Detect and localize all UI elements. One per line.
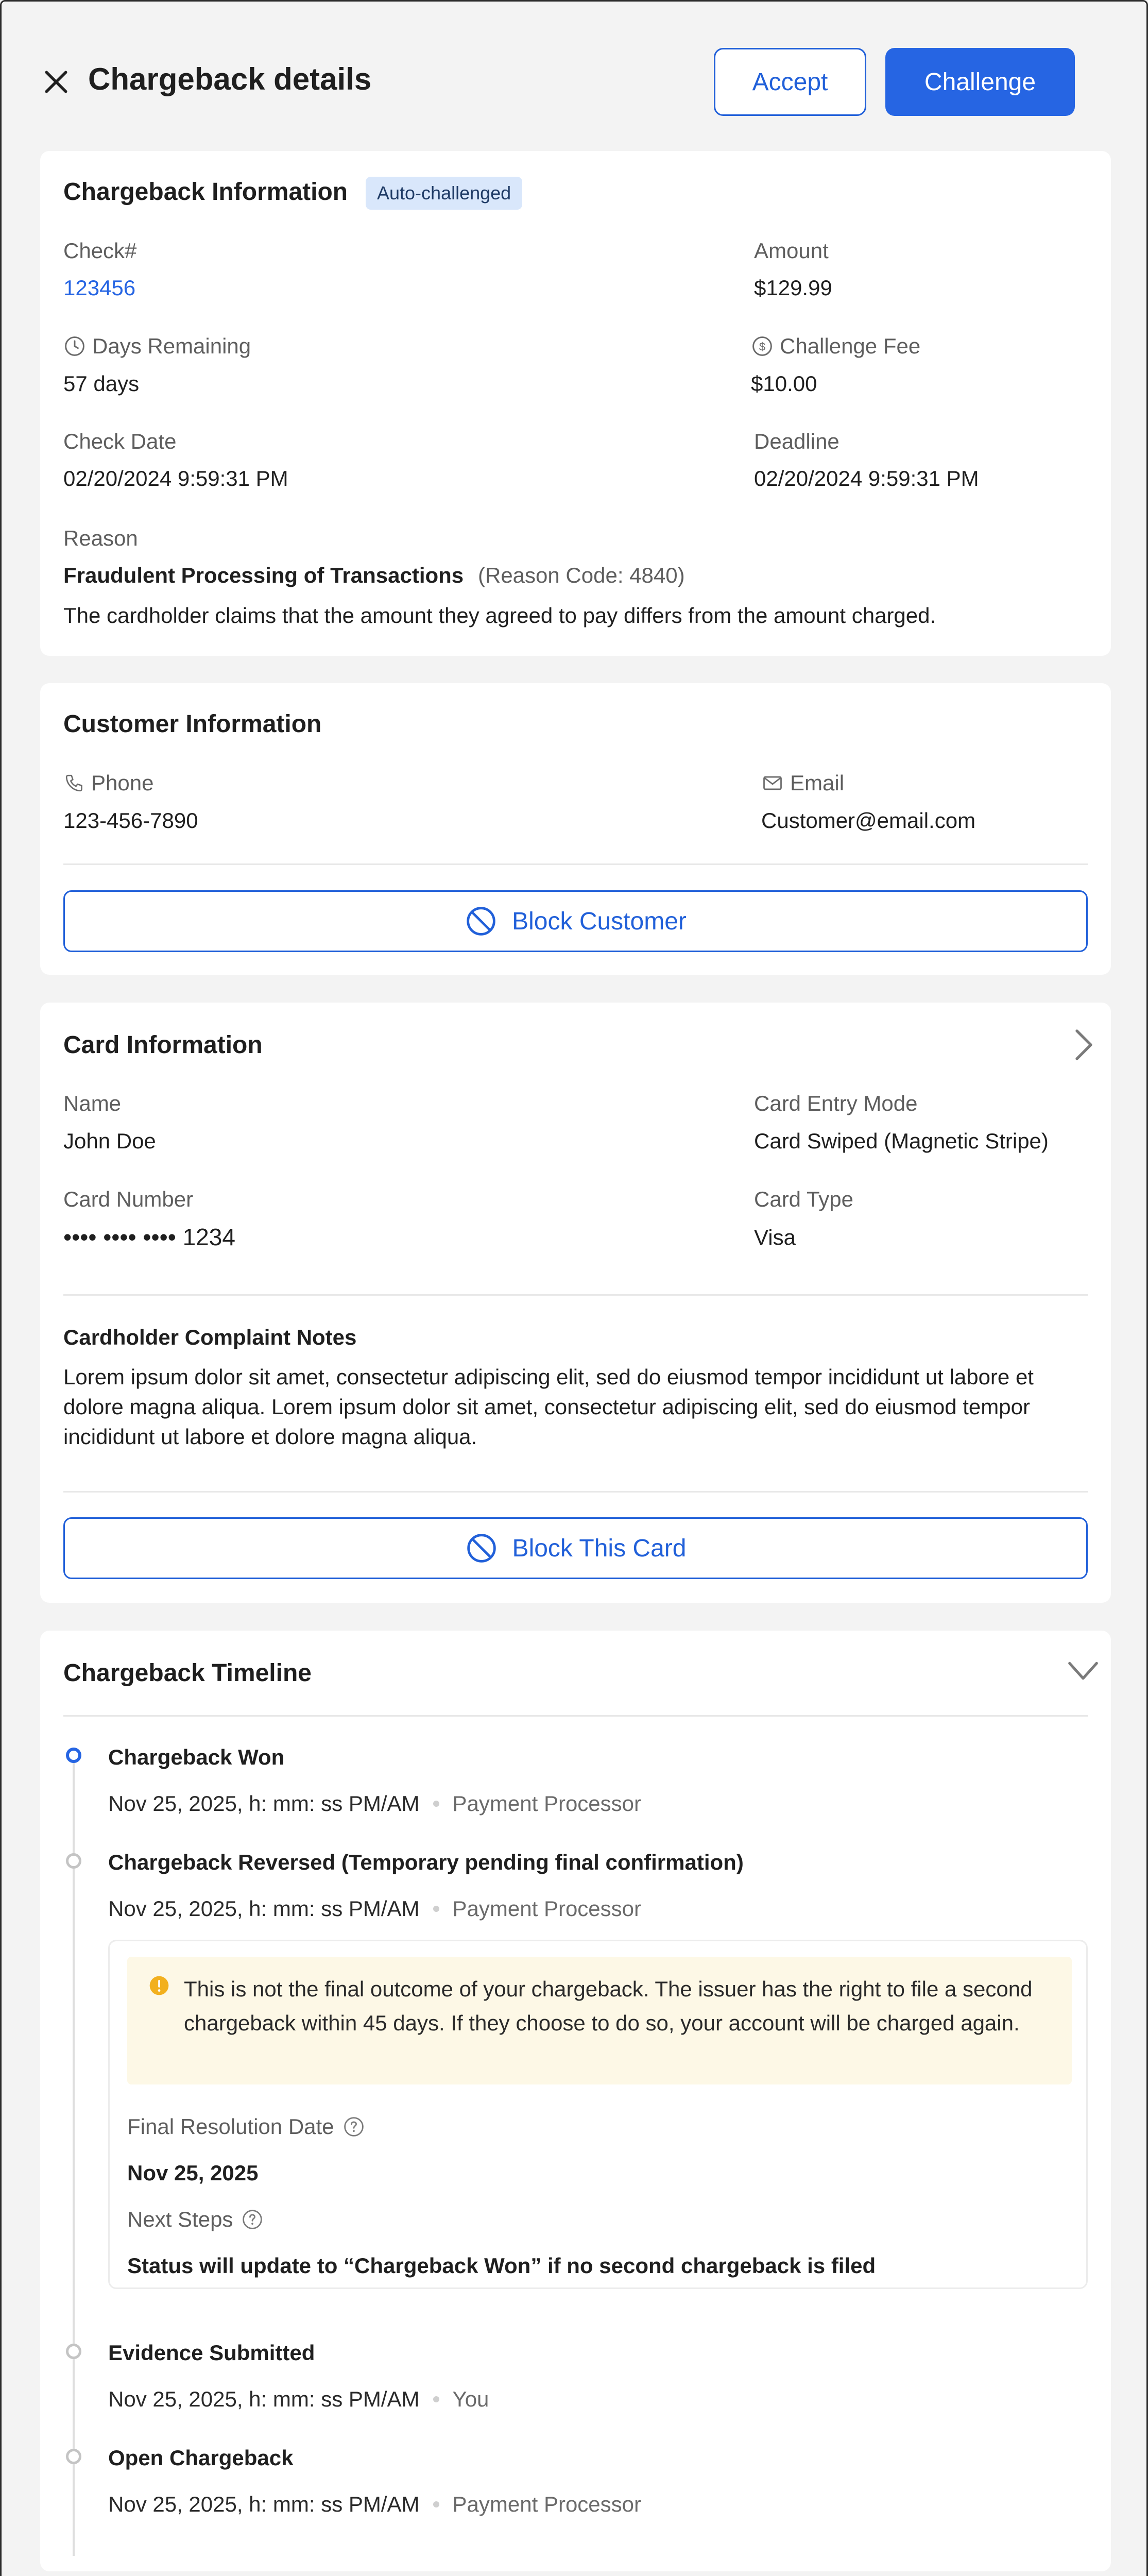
deadline-label: Deadline [754,429,839,453]
block-icon [465,905,498,938]
deadline-value: 02/20/2024 9:59:31 PM [754,466,979,490]
divider [63,863,1088,865]
card-info-card [40,1003,1111,1603]
next-steps-label [127,2207,264,2232]
email-value: Customer@email.com [761,808,976,833]
chargeback-info-title: Chargeback Information [63,178,348,206]
card-number-value: •••• •••• •••• 1234 [63,1224,235,1250]
amount-value: $129.99 [754,276,832,300]
block-icon [465,1532,498,1565]
card-number-label: Card Number [63,1187,194,1211]
warning-icon [148,1974,170,1997]
separator-dot [433,1906,439,1912]
block-customer-label: Block Customer [512,907,687,935]
separator-dot [433,2396,439,2402]
timeline-event-meta [108,2387,489,2412]
chevron-right-icon[interactable] [1068,1026,1099,1063]
phone-value: 123-456-7890 [63,808,198,833]
card-entry-mode-value: Card Swiped (Magnetic Stripe) [754,1129,1049,1153]
block-card-button[interactable] [63,1517,1088,1579]
customer-info-title: Customer Information [63,710,322,738]
timeline-dot-active [66,1748,81,1763]
email-label-text: Email [790,771,845,795]
timeline-dot [66,2344,81,2359]
timeline-event-meta [108,1791,641,1816]
check-number-link[interactable]: 123456 [63,276,136,300]
timeline-event-source: Payment Processor [452,1896,642,1921]
card-entry-mode-label: Card Entry Mode [754,1091,918,1115]
chargeback-info-card [40,151,1111,656]
reversal-details-box [108,1940,1088,2289]
timeline-event-title: Chargeback Won [108,1745,285,1769]
page-title: Chargeback details [88,62,372,96]
amount-label: Amount [754,239,829,263]
reason-label: Reason [63,526,138,550]
chevron-down-icon[interactable] [1065,1655,1101,1686]
challenge-fee-label-text: Challenge Fee [780,334,921,358]
timeline-event-source: Payment Processor [452,2492,642,2516]
check-date-label: Check Date [63,429,177,453]
divider [63,1491,1088,1493]
help-icon[interactable] [342,2115,365,2138]
card-info-title: Card Information [63,1031,263,1059]
block-card-label: Block This Card [512,1534,687,1562]
next-steps-label-text: Next Steps [127,2207,233,2231]
name-label: Name [63,1091,122,1115]
phone-label-text: Phone [91,771,154,795]
card-type-value: Visa [754,1225,796,1249]
final-resolution-date-value: Nov 25, 2025 [127,2161,259,2185]
divider [63,1294,1088,1296]
timeline-event-meta [108,2492,641,2517]
timeline-event-title: Chargeback Reversed (Temporary pending final confirmation) [108,1850,744,1874]
reason-title: Fraudulent Processing of Transactions [63,563,464,587]
mail-icon [761,772,784,794]
status-badge: Auto-challenged [366,177,522,210]
complaint-notes-label: Cardholder Complaint Notes [63,1325,357,1349]
days-remaining-value: 57 days [63,371,140,396]
final-resolution-date-label [127,2114,365,2139]
reason-description: The cardholder claims that the amount they agreed to pay differs from the amount charged. [63,603,936,628]
header [2,2,1146,151]
close-icon[interactable] [42,67,71,96]
timeline-event-title: Evidence Submitted [108,2341,315,2365]
timeline-dot [66,2449,81,2464]
challenge-fee-label [751,334,920,359]
timeline-event-time: Nov 25, 2025, h: mm: ss PM/AM [108,1896,420,1921]
check-label: Check# [63,239,137,263]
divider [63,1715,1088,1717]
name-value: John Doe [63,1129,156,1153]
separator-dot [433,1801,439,1807]
email-label [761,771,844,795]
phone-icon [63,772,85,794]
check-date-value: 02/20/2024 9:59:31 PM [63,466,288,490]
phone-label [63,771,153,795]
dollar-icon [751,335,774,358]
card-type-label: Card Type [754,1187,853,1211]
timeline-event-source: You [452,2387,489,2411]
warning-notice [127,1957,1072,2084]
timeline-event-title: Open Chargeback [108,2446,294,2470]
challenge-fee-value: $10.00 [751,371,817,396]
timeline-dot [66,1853,81,1869]
block-customer-button[interactable] [63,890,1088,952]
separator-dot [433,2501,439,2507]
svg-text:$: $ [759,340,766,353]
days-remaining-label [63,334,251,359]
timeline-event-time: Nov 25, 2025, h: mm: ss PM/AM [108,2492,420,2516]
timeline-event-source: Payment Processor [452,1791,642,1816]
customer-info-card [40,683,1111,975]
help-icon[interactable] [241,2208,264,2231]
timeline-event-time: Nov 25, 2025, h: mm: ss PM/AM [108,2387,420,2411]
timeline-event-time: Nov 25, 2025, h: mm: ss PM/AM [108,1791,420,1816]
timeline-event-meta [108,1896,641,1921]
challenge-button[interactable]: Challenge [885,48,1075,116]
timeline-line [73,1754,75,2556]
reason-code: (Reason Code: 4840) [478,563,685,587]
accept-button[interactable]: Accept [714,48,866,116]
complaint-notes-text: Lorem ipsum dolor sit amet, consectetur adipiscing elit, sed do eiusmod tempor incididunt ut labore et dolore magna aliqua. Lorem ipsum dolor sit amet, consectetur adipiscing elit, sed do eiusmod tempor incididunt ut labore et dolore magna aliqua. [63,1365,1034,1449]
next-steps-value: Status will update to “Chargeback Won” if no second chargeback is filed [127,2253,876,2278]
timeline-title: Chargeback Timeline [63,1659,312,1687]
final-resolution-date-label-text: Final Resolution Date [127,2114,334,2139]
warning-notice-text: This is not the final outcome of your chargeback. The issuer has the right to file a second chargeback within 45 days. If they choose to do so, your account will be charged again. [184,1977,1033,2035]
days-remaining-label-text: Days Remaining [92,334,251,358]
clock-icon [63,335,86,358]
timeline-card [40,1631,1111,2571]
